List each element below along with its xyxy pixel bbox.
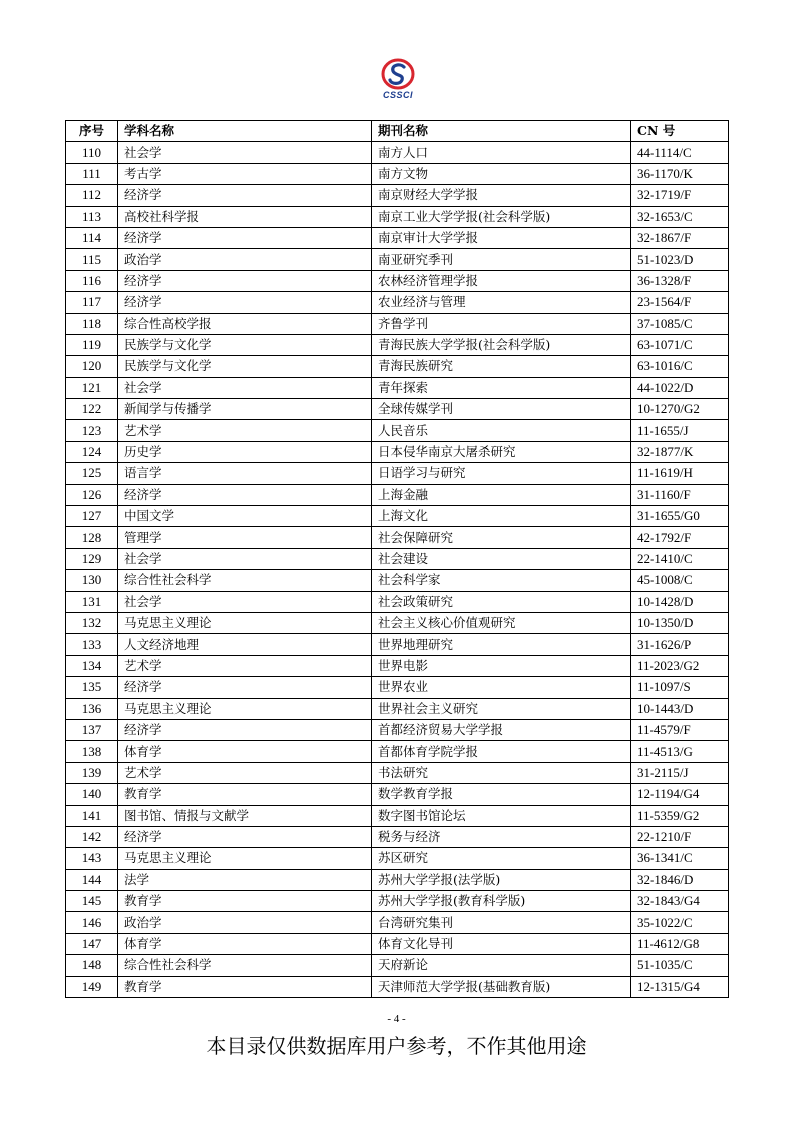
discipline-cell: 艺术学	[118, 655, 372, 676]
cn-cell: 32-1653/C	[631, 206, 729, 227]
discipline-cell: 经济学	[118, 826, 372, 847]
logo-text: CSSCI	[382, 90, 413, 100]
index-cell: 145	[66, 891, 118, 912]
index-cell: 126	[66, 484, 118, 505]
table-row	[66, 377, 729, 398]
header-index: 序号	[66, 121, 118, 142]
table-row	[66, 142, 729, 163]
index-cell: 148	[66, 955, 118, 976]
table-row	[66, 441, 729, 462]
journal-cell: 天府新论	[372, 955, 631, 976]
index-cell: 141	[66, 805, 118, 826]
cn-cell: 11-1097/S	[631, 677, 729, 698]
table-row	[66, 313, 729, 334]
journal-cell: 青海民族大学学报(社会科学版)	[372, 334, 631, 355]
discipline-cell: 教育学	[118, 976, 372, 997]
index-cell: 114	[66, 227, 118, 248]
index-cell: 116	[66, 270, 118, 291]
cn-cell: 51-1023/D	[631, 249, 729, 270]
table-row	[66, 506, 729, 527]
discipline-cell: 综合性社会科学	[118, 955, 372, 976]
discipline-cell: 经济学	[118, 270, 372, 291]
journal-cell: 青年探索	[372, 377, 631, 398]
discipline-cell: 高校社科学报	[118, 206, 372, 227]
cn-cell: 11-2023/G2	[631, 655, 729, 676]
journal-cell: 世界电影	[372, 655, 631, 676]
table-row	[66, 484, 729, 505]
journal-cell: 苏区研究	[372, 848, 631, 869]
cn-cell: 44-1022/D	[631, 377, 729, 398]
discipline-cell: 语言学	[118, 463, 372, 484]
cn-cell: 36-1341/C	[631, 848, 729, 869]
journal-cell: 南京财经大学学报	[372, 185, 631, 206]
table-row	[66, 784, 729, 805]
cn-cell: 36-1328/F	[631, 270, 729, 291]
journal-cell: 书法研究	[372, 762, 631, 783]
index-cell: 113	[66, 206, 118, 227]
table-row	[66, 826, 729, 847]
journal-cell: 社会政策研究	[372, 591, 631, 612]
index-cell: 111	[66, 163, 118, 184]
header-journal: 期刊名称	[372, 121, 631, 142]
index-cell: 119	[66, 334, 118, 355]
table-row	[66, 163, 729, 184]
journal-cell: 齐鲁学刊	[372, 313, 631, 334]
index-cell: 128	[66, 527, 118, 548]
table-row	[66, 805, 729, 826]
cn-cell: 32-1843/G4	[631, 891, 729, 912]
table-row	[66, 891, 729, 912]
index-cell: 137	[66, 719, 118, 740]
discipline-cell: 社会学	[118, 377, 372, 398]
discipline-cell: 马克思主义理论	[118, 848, 372, 869]
index-cell: 129	[66, 548, 118, 569]
cn-cell: 12-1194/G4	[631, 784, 729, 805]
cn-cell: 37-1085/C	[631, 313, 729, 334]
table-row	[66, 933, 729, 954]
discipline-cell: 马克思主义理论	[118, 612, 372, 633]
table-row	[66, 869, 729, 890]
discipline-cell: 马克思主义理论	[118, 698, 372, 719]
journal-cell: 上海文化	[372, 506, 631, 527]
discipline-cell: 管理学	[118, 527, 372, 548]
journal-cell: 社会保障研究	[372, 527, 631, 548]
table-row	[66, 655, 729, 676]
cn-cell: 22-1210/F	[631, 826, 729, 847]
index-cell: 125	[66, 463, 118, 484]
table-row	[66, 292, 729, 313]
discipline-cell: 经济学	[118, 484, 372, 505]
journal-cell: 社会科学家	[372, 570, 631, 591]
discipline-cell: 中国文学	[118, 506, 372, 527]
table-row	[66, 612, 729, 633]
discipline-cell: 艺术学	[118, 420, 372, 441]
cn-cell: 31-1160/F	[631, 484, 729, 505]
table-row	[66, 741, 729, 762]
table-header-row	[66, 121, 729, 142]
table-row	[66, 591, 729, 612]
table-row	[66, 634, 729, 655]
journal-cell: 日语学习与研究	[372, 463, 631, 484]
table-row	[66, 570, 729, 591]
table-row	[66, 270, 729, 291]
cn-cell: 51-1035/C	[631, 955, 729, 976]
table-row	[66, 677, 729, 698]
table-row	[66, 420, 729, 441]
header-cn: CN 号	[631, 121, 729, 142]
journal-cell: 农林经济管理学报	[372, 270, 631, 291]
discipline-cell: 体育学	[118, 741, 372, 762]
index-cell: 124	[66, 441, 118, 462]
index-cell: 138	[66, 741, 118, 762]
cn-cell: 10-1443/D	[631, 698, 729, 719]
page-number: - 4 -	[387, 1013, 406, 1025]
index-cell: 110	[66, 142, 118, 163]
index-cell: 117	[66, 292, 118, 313]
journal-cell: 南方文物	[372, 163, 631, 184]
cn-cell: 35-1022/C	[631, 912, 729, 933]
journal-cell: 台湾研究集刊	[372, 912, 631, 933]
journal-cell: 世界社会主义研究	[372, 698, 631, 719]
cn-cell: 23-1564/F	[631, 292, 729, 313]
footer-note: 本目录仅供数据库用户参考，不作其他用途	[206, 1034, 587, 1058]
table-row	[66, 399, 729, 420]
cn-cell: 32-1877/K	[631, 441, 729, 462]
cn-cell: 11-5359/G2	[631, 805, 729, 826]
index-cell: 112	[66, 185, 118, 206]
journal-cell: 数学教育学报	[372, 784, 631, 805]
discipline-cell: 经济学	[118, 185, 372, 206]
discipline-cell: 图书馆、情报与文献学	[118, 805, 372, 826]
index-cell: 136	[66, 698, 118, 719]
cn-cell: 45-1008/C	[631, 570, 729, 591]
journal-cell: 税务与经济	[372, 826, 631, 847]
journal-cell: 世界农业	[372, 677, 631, 698]
cn-cell: 11-1619/H	[631, 463, 729, 484]
journal-cell: 世界地理研究	[372, 634, 631, 655]
discipline-cell: 历史学	[118, 441, 372, 462]
cn-cell: 32-1846/D	[631, 869, 729, 890]
discipline-cell: 教育学	[118, 891, 372, 912]
index-cell: 120	[66, 356, 118, 377]
index-cell: 142	[66, 826, 118, 847]
journal-cell: 苏州大学学报(教育科学版)	[372, 891, 631, 912]
index-cell: 144	[66, 869, 118, 890]
table-row	[66, 356, 729, 377]
table-row	[66, 719, 729, 740]
discipline-cell: 新闻学与传播学	[118, 399, 372, 420]
journal-cell: 农业经济与管理	[372, 292, 631, 313]
index-cell: 149	[66, 976, 118, 997]
cn-cell: 11-4612/G8	[631, 933, 729, 954]
journal-cell: 南京工业大学学报(社会科学版)	[372, 206, 631, 227]
discipline-cell: 艺术学	[118, 762, 372, 783]
journal-cell: 南亚研究季刊	[372, 249, 631, 270]
journal-cell: 苏州大学学报(法学版)	[372, 869, 631, 890]
table-row	[66, 698, 729, 719]
cn-cell: 63-1071/C	[631, 334, 729, 355]
discipline-cell: 人文经济地理	[118, 634, 372, 655]
cn-cell: 31-1655/G0	[631, 506, 729, 527]
journal-cell: 天津师范大学学报(基础教育版)	[372, 976, 631, 997]
cn-cell: 32-1719/F	[631, 185, 729, 206]
cn-cell: 32-1867/F	[631, 227, 729, 248]
discipline-cell: 经济学	[118, 677, 372, 698]
index-cell: 134	[66, 655, 118, 676]
cssci-logo	[378, 58, 418, 104]
discipline-cell: 经济学	[118, 719, 372, 740]
discipline-cell: 教育学	[118, 784, 372, 805]
index-cell: 130	[66, 570, 118, 591]
index-cell: 118	[66, 313, 118, 334]
journal-cell: 上海金融	[372, 484, 631, 505]
journal-cell: 体育文化导刊	[372, 933, 631, 954]
journal-cell: 社会主义核心价值观研究	[372, 612, 631, 633]
cssci-logo-icon	[378, 58, 418, 92]
discipline-cell: 综合性社会科学	[118, 570, 372, 591]
cn-cell: 63-1016/C	[631, 356, 729, 377]
table-row	[66, 227, 729, 248]
table-row	[66, 762, 729, 783]
discipline-cell: 综合性高校学报	[118, 313, 372, 334]
index-cell: 131	[66, 591, 118, 612]
cn-cell: 31-1626/P	[631, 634, 729, 655]
cn-cell: 12-1315/G4	[631, 976, 729, 997]
index-cell: 122	[66, 399, 118, 420]
table-row	[66, 548, 729, 569]
table-row	[66, 249, 729, 270]
table-row	[66, 527, 729, 548]
cn-cell: 11-4579/F	[631, 719, 729, 740]
index-cell: 115	[66, 249, 118, 270]
table-row	[66, 206, 729, 227]
cn-cell: 10-1350/D	[631, 612, 729, 633]
table-row	[66, 976, 729, 997]
journal-cell: 首都体育学院学报	[372, 741, 631, 762]
index-cell: 146	[66, 912, 118, 933]
cn-cell: 31-2115/J	[631, 762, 729, 783]
index-cell: 140	[66, 784, 118, 805]
index-cell: 127	[66, 506, 118, 527]
cn-cell: 11-1655/J	[631, 420, 729, 441]
discipline-cell: 政治学	[118, 249, 372, 270]
cn-cell: 22-1410/C	[631, 548, 729, 569]
table-row	[66, 848, 729, 869]
cn-cell: 44-1114/C	[631, 142, 729, 163]
journal-cell: 南方人口	[372, 142, 631, 163]
cn-cell: 36-1170/K	[631, 163, 729, 184]
cn-cell: 11-4513/G	[631, 741, 729, 762]
cn-cell: 42-1792/F	[631, 527, 729, 548]
table-row	[66, 463, 729, 484]
journal-catalog-table	[65, 120, 729, 998]
journal-cell: 日本侵华南京大屠杀研究	[372, 441, 631, 462]
table-row	[66, 334, 729, 355]
cn-cell: 10-1428/D	[631, 591, 729, 612]
discipline-cell: 民族学与文化学	[118, 334, 372, 355]
discipline-cell: 社会学	[118, 142, 372, 163]
index-cell: 132	[66, 612, 118, 633]
table-row	[66, 955, 729, 976]
table-row	[66, 185, 729, 206]
index-cell: 147	[66, 933, 118, 954]
journal-cell: 人民音乐	[372, 420, 631, 441]
index-cell: 133	[66, 634, 118, 655]
journal-cell: 南京审计大学学报	[372, 227, 631, 248]
index-cell: 139	[66, 762, 118, 783]
journal-cell: 数字图书馆论坛	[372, 805, 631, 826]
discipline-cell: 考古学	[118, 163, 372, 184]
journal-cell: 首都经济贸易大学学报	[372, 719, 631, 740]
index-cell: 135	[66, 677, 118, 698]
index-cell: 121	[66, 377, 118, 398]
journal-cell: 社会建设	[372, 548, 631, 569]
index-cell: 143	[66, 848, 118, 869]
discipline-cell: 政治学	[118, 912, 372, 933]
discipline-cell: 经济学	[118, 227, 372, 248]
discipline-cell: 社会学	[118, 548, 372, 569]
discipline-cell: 民族学与文化学	[118, 356, 372, 377]
journal-cell: 全球传媒学刊	[372, 399, 631, 420]
discipline-cell: 社会学	[118, 591, 372, 612]
index-cell: 123	[66, 420, 118, 441]
discipline-cell: 体育学	[118, 933, 372, 954]
header-discipline: 学科名称	[118, 121, 372, 142]
discipline-cell: 经济学	[118, 292, 372, 313]
cn-cell: 10-1270/G2	[631, 399, 729, 420]
discipline-cell: 法学	[118, 869, 372, 890]
journal-cell: 青海民族研究	[372, 356, 631, 377]
table-row	[66, 912, 729, 933]
